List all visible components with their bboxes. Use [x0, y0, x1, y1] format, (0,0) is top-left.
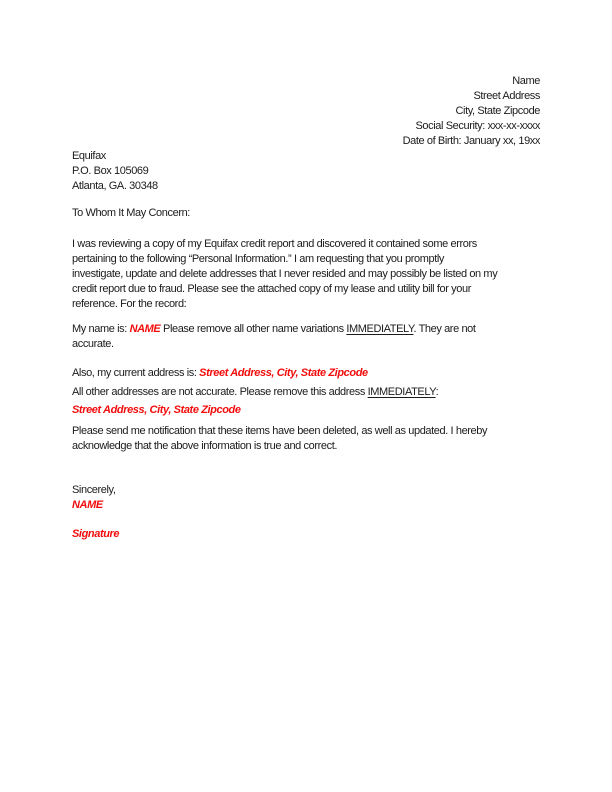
sender-social-security: Social Security: xxx-xx-xxxx	[415, 120, 540, 132]
text-segment: reference. For the record:	[72, 298, 187, 310]
emphasized-text-segment: IMMEDIATELY	[346, 323, 414, 335]
recipient-address-block	[72, 149, 158, 194]
closing-name: NAME	[72, 499, 103, 511]
text-segment: Please send me notification that these items have been deleted, as well as updated. I hereby	[72, 425, 488, 437]
text-segment: accurate.	[72, 338, 114, 350]
text-line	[72, 282, 497, 297]
recipient-po-box: P.O. Box 105069	[72, 165, 149, 177]
text-segment: investigate, update and delete addresses that I never resided and may possibly be listed on my	[72, 268, 498, 280]
text-segment: All other addresses are not accurate. Please remove this address	[72, 386, 368, 398]
text-segment: My name is:	[72, 323, 130, 335]
emphasized-text-segment: IMMEDIATELY	[367, 386, 436, 398]
paragraph-address-to-remove	[72, 403, 241, 418]
text-line	[72, 252, 497, 267]
sender-name: Name	[512, 75, 540, 87]
paragraph-other-addresses	[72, 385, 438, 400]
sender-street-address: Street Address	[473, 90, 540, 102]
text-line	[72, 297, 497, 312]
text-line	[72, 337, 476, 352]
text-segment: Please remove all other name variations	[160, 323, 347, 335]
text-segment: . They are not	[413, 323, 476, 335]
signature-label: Signature	[72, 528, 120, 540]
sender-date-of-birth: Date of Birth: January xx, 19xx	[402, 135, 540, 147]
text-line	[72, 267, 497, 282]
paragraph-name-correction	[72, 322, 476, 352]
emphasized-text-segment: Street Address, City, State Zipcode	[72, 404, 241, 416]
recipient-company: Equifax	[72, 150, 106, 162]
salutation: To Whom It May Concern:	[72, 207, 190, 219]
text-line	[72, 385, 438, 400]
paragraph-current-address	[72, 366, 368, 381]
text-line	[72, 403, 241, 418]
text-segment: :	[435, 386, 439, 398]
text-line	[72, 366, 368, 381]
text-segment: acknowledge that the above information is true and correct.	[72, 440, 338, 452]
emphasized-text-segment: NAME	[129, 323, 161, 335]
text-segment: I was reviewing a copy of my Equifax credit report and discovered it contained some errors	[72, 238, 477, 250]
paragraph-intro	[72, 237, 497, 312]
text-line	[72, 439, 487, 454]
closing-valediction: Sincerely,	[72, 484, 116, 496]
text-segment: credit report due to fraud. Please see the attached copy of my lease and utility bill for your	[72, 283, 471, 295]
recipient-city-state-zip: Atlanta, GA. 30348	[72, 180, 158, 192]
sender-address-block	[403, 74, 540, 149]
paragraph-notification	[72, 424, 487, 454]
text-line	[72, 424, 487, 439]
closing-block	[72, 483, 115, 513]
text-line	[72, 237, 497, 252]
text-segment: Also, my current address is:	[72, 367, 200, 379]
text-line	[72, 322, 476, 337]
sender-city-state-zip: City, State Zipcode	[455, 105, 540, 117]
emphasized-text-segment: Street Address, City, State Zipcode	[199, 367, 368, 379]
text-segment: pertaining to the following “Personal Information.” I am requesting that you promptly	[72, 253, 444, 265]
